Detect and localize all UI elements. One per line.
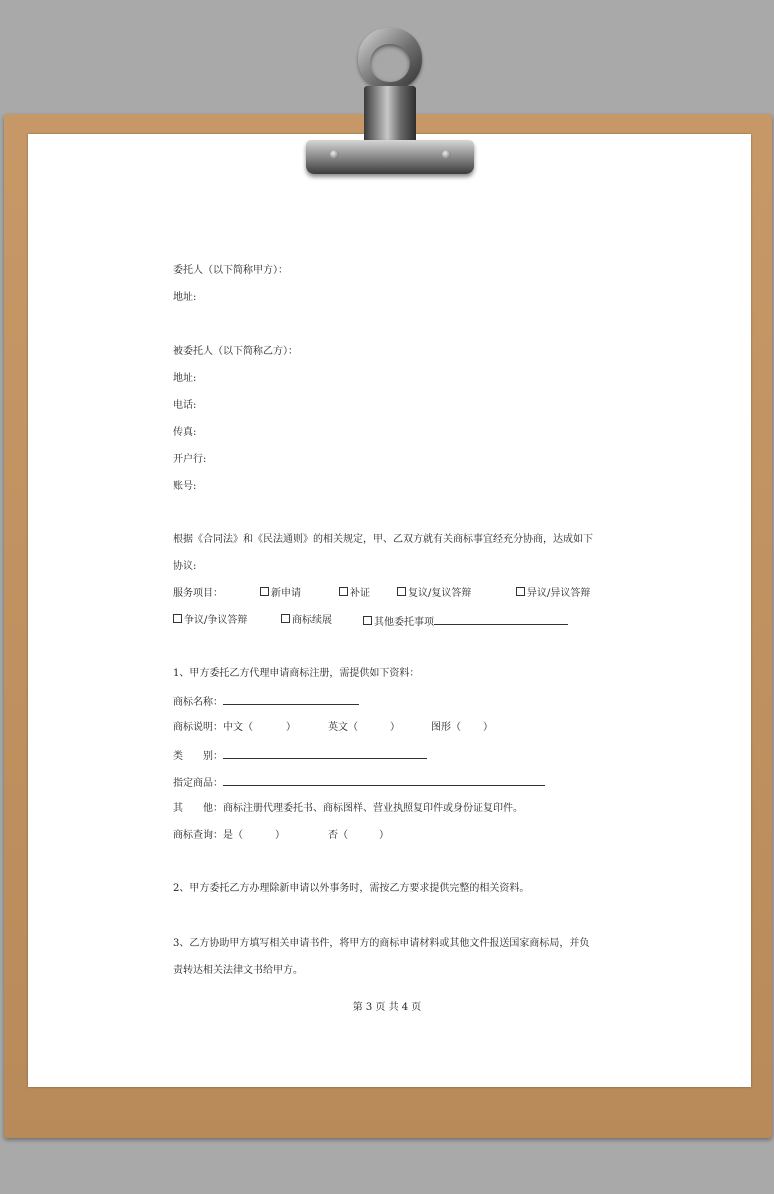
checkbox-icon — [281, 614, 290, 623]
account-label: 账号: — [173, 481, 197, 492]
trademark-desc-close-2: ） — [390, 722, 400, 733]
service-option-reissue[interactable]: 补证 — [339, 587, 370, 601]
trademark-name-row: 商标名称： — [173, 694, 359, 710]
clause-1-title: 1、甲方委托乙方代理申请商标注册，需提供如下资料： — [173, 668, 420, 679]
agent-label: 被委托人（以下简称乙方）： — [173, 346, 298, 357]
phone-label: 电话: — [173, 400, 197, 411]
other-materials-row: 其 他：商标注册代理委托书、商标图样、营业执照复印件或身份证复印件。 — [173, 803, 523, 814]
checkbox-icon — [339, 587, 348, 596]
checkbox-icon — [173, 614, 182, 623]
checkbox-icon — [397, 587, 406, 596]
agent-address-label: 地址: — [173, 373, 197, 384]
binder-clip-ring-hole — [370, 44, 410, 82]
clause-3-line-2: 责转达相关法律文书给甲方。 — [173, 965, 303, 976]
fax-label: 传真: — [173, 427, 197, 438]
clip-rivet-right — [442, 150, 451, 159]
class-blank[interactable] — [223, 748, 427, 759]
service-option-review[interactable]: 复议/复议答辩 — [397, 587, 471, 601]
bank-label: 开户行: — [173, 454, 207, 465]
principal-address-label: 地址: — [173, 292, 197, 303]
search-close-2: ） — [379, 830, 389, 841]
service-items-label: 服务项目： — [173, 588, 223, 599]
trademark-desc-close-3: ） — [483, 722, 493, 733]
trademark-desc-close-1: ） — [286, 722, 296, 733]
clip-rivet-left — [330, 150, 339, 159]
trademark-desc-figure: 图形（ — [431, 722, 461, 733]
clause-2: 2、甲方委托乙方办理除新申请以外事务时，需按乙方要求提供完整的相关资料。 — [173, 883, 530, 894]
goods-row: 指定商品： — [173, 775, 545, 791]
checkbox-icon — [363, 616, 372, 625]
class-row: 类 别： — [173, 748, 427, 764]
other-matters-blank[interactable] — [434, 614, 568, 625]
trademark-desc-english: 英文（ — [328, 722, 358, 733]
service-option-opposition[interactable]: 异议/异议答辩 — [516, 587, 590, 601]
intro-line-2: 协议: — [173, 561, 197, 572]
service-option-new[interactable]: 新申请 — [260, 587, 301, 601]
goods-blank[interactable] — [223, 775, 545, 786]
checkbox-icon — [260, 587, 269, 596]
service-option-dispute[interactable]: 争议/争议答辩 — [173, 614, 247, 628]
binder-clip-body — [364, 86, 416, 146]
page-number: 第 3 页 共 4 页 — [352, 1002, 422, 1013]
service-option-renewal[interactable]: 商标续展 — [281, 614, 332, 628]
clause-3-line-1: 3、乙方协助甲方填写相关申请书件，将甲方的商标申请材料或其他文件报送国家商标局，并负 — [173, 938, 590, 949]
trademark-desc-chinese: 商标说明：中文（ — [173, 722, 253, 733]
search-yes: 商标查询：是（ — [173, 830, 243, 841]
principal-label: 委托人（以下简称甲方）： — [173, 265, 288, 276]
search-close-1: ） — [275, 830, 285, 841]
intro-line-1: 根据《合同法》和《民法通则》的相关规定，甲、乙双方就有关商标事宜经充分协商，达成如下 — [173, 534, 593, 545]
checkbox-icon — [516, 587, 525, 596]
search-no: 否（ — [328, 830, 348, 841]
service-option-other[interactable]: 其他委托事项 — [363, 614, 568, 630]
trademark-name-blank[interactable] — [223, 694, 359, 705]
